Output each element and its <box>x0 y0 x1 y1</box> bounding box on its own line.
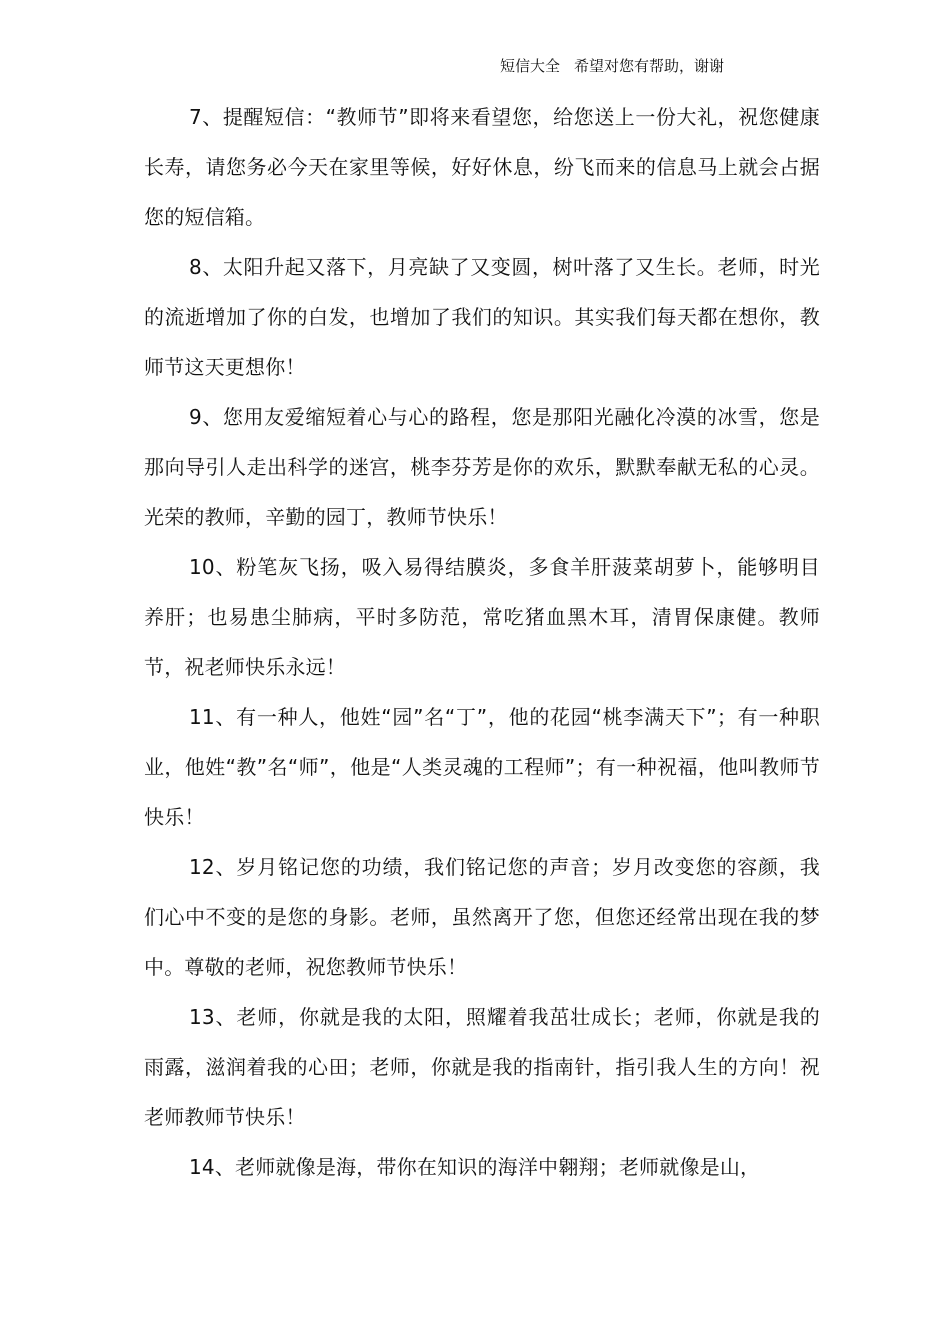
paragraph-12: 12、岁月铭记您的功绩，我们铭记您的声音；岁月改变您的容颜，我们心中不变的是您的身影。老师，虽然离开了您，但您还经常出现在我的梦中。尊敬的老师，祝您教师节快乐！ <box>144 855 820 979</box>
paragraph-8: 8、太阳升起又落下，月亮缺了又变圆，树叶落了又生长。老师，时光的流逝增加了你的白发，也增加了我们的知识。其实我们每天都在想你，教师节这天更想你！ <box>144 255 820 379</box>
paragraph-11: 11、有一种人，他姓“园”名“丁”，他的花园“桃李满天下”；有一种职业，他姓“教”名“师”，他是“人类灵魂的工程师”；有一种祝福，他叫教师节快乐！ <box>144 705 820 829</box>
paragraph-14: 14、老师就像是海，带你在知识的海洋中翱翔；老师就像是山， <box>189 1155 761 1179</box>
header-subtitle: 希望对您有帮助，谢谢 <box>574 57 725 75</box>
paragraph-10: 10、粉笔灰飞扬，吸入易得结膜炎，多食羊肝菠菜胡萝卜，能够明目养肝；也易患尘肺病，平时多防范，常吃猪血黑木耳，清胃保康健。教师节，祝老师快乐永远！ <box>144 555 820 679</box>
document-body <box>144 92 820 1192</box>
paragraph-7: 7、提醒短信：“教师节”即将来看望您，给您送上一份大礼，祝您健康长寿，请您务必今天在家里等候，好好休息，纷飞而来的信息马上就会占据您的短信箱。 <box>144 105 820 229</box>
page-header <box>500 55 724 77</box>
paragraph-13: 13、老师，你就是我的太阳，照耀着我茁壮成长；老师，你就是我的雨露，滋润着我的心田；老师，你就是我的指南针，指引我人生的方向！祝老师教师节快乐！ <box>144 1005 820 1129</box>
paragraph-9: 9、您用友爱缩短着心与心的路程，您是那阳光融化冷漠的冰雪，您是那向导引人走出科学的迷宫，桃李芬芳是你的欢乐，默默奉献无私的心灵。光荣的教师，辛勤的园丁，教师节快乐！ <box>144 405 820 529</box>
header-title: 短信大全 <box>500 57 561 75</box>
